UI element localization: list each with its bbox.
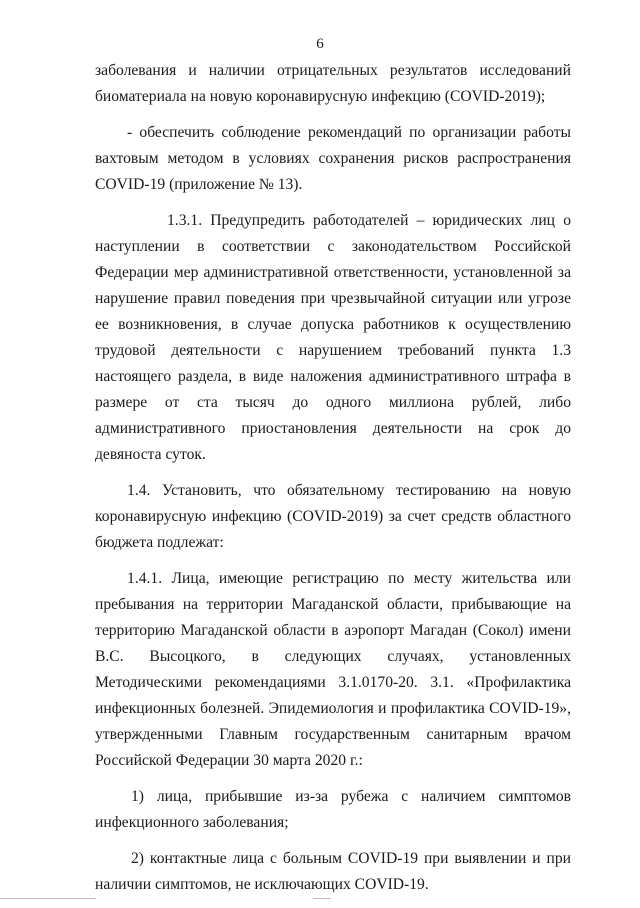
footer-rule-mark <box>313 898 331 899</box>
paragraph-1-4: 1.4. Установить, что обязательному тестированию на новую коронавирусную инфекцию (COVID-2019) за счет средств областного бюджета подлежат: <box>95 482 571 551</box>
footer-rule-left <box>0 898 96 899</box>
list-item-2: 2) контактные лица с больным COVID-19 при выявлении и при наличии симптомов, не исключающих COVID-19. <box>95 850 571 893</box>
paragraph-1-4-1: 1.4.1. Лица, имеющие регистрацию по месту жительства или пребывания на территории Магаданской области, прибывающие на территорию Магаданской области в аэропорт Магадан (Сокол) имени В.С. Высоцкого, в следующих случаях, установленных Методическими рекомендациями 3.1.0170-20. 3.1. «Профилактика инфекционных болезней. Эпидемиология и профилактика COVID-19», утвержденными Главным государственным санитарным врачом Российской Федерации 30 марта 2020 г.: <box>95 570 571 769</box>
paragraph-1-3-1: 1.3.1. Предупредить работодателей – юридических лиц о наступлении в соответствии с законодательством Российской Федерации мер административной ответственности, установленной за нарушение правил поведения при чрезвычайной ситуации или угрозе ее возникновения, в случае допуска работников к осуществлению трудовой деятельности с нарушением требований пункта 1.3 настоящего раздела, в виде наложения административного штрафа в размере от ста тысяч до одного миллиона рублей, либо административного приостановления деятельности на срок до девяноста суток. <box>95 212 571 463</box>
list-item-1: 1) лица, прибывшие из-за рубежа с наличием симптомов инфекционного заболевания; <box>95 788 571 831</box>
paragraph-bullet-shift-work: - обеспечить соблюдение рекомендаций по организации работы вахтовым методом в условиях сохранения рисков распространения COVID-19 (приложение № 13). <box>95 124 571 193</box>
page-number: 6 <box>316 36 324 52</box>
document-body <box>95 58 571 908</box>
paragraph-continuation: заболевания и наличии отрицательных результатов исследований биоматериала на новую коронавирусную инфекцию (COVID-2019); <box>95 62 571 105</box>
